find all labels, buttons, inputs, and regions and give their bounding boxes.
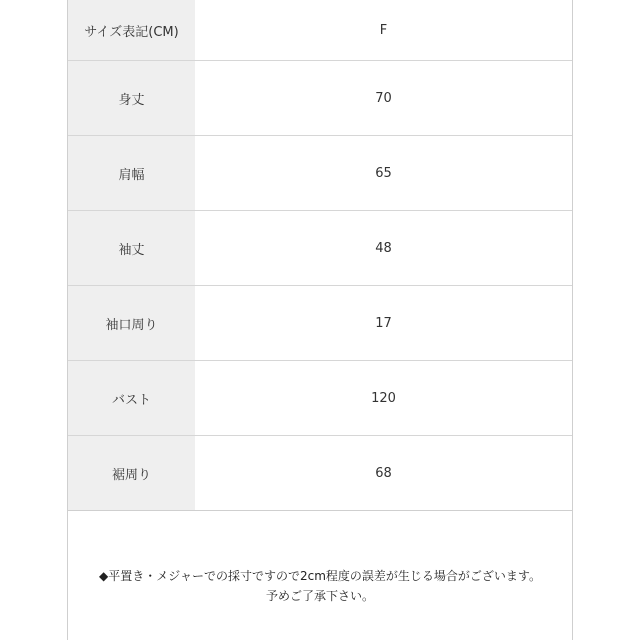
row-label-cuff: 袖口周り: [68, 286, 195, 361]
row-label-bust: バスト: [68, 361, 195, 436]
row-value-length: 70: [195, 61, 572, 136]
note-line-2: 予めご了承下さい。: [265, 589, 374, 603]
row-value-sleeve: 48: [195, 211, 572, 286]
table-header-row: [68, 0, 572, 61]
table-row: [68, 136, 572, 211]
table-row: [68, 211, 572, 286]
row-value-shoulder: 65: [195, 136, 572, 211]
size-f-header: F: [195, 0, 572, 61]
row-value-bust: 120: [195, 361, 572, 436]
table-row: [68, 286, 572, 361]
note-line-1: ◆平置き・メジャーでの採寸ですので2cm程度の誤差が生じる場合がございます。: [99, 569, 541, 583]
size-chart-panel: [67, 0, 573, 640]
measurement-note: [68, 566, 572, 606]
row-value-hem: 68: [195, 436, 572, 511]
size-table: [68, 0, 572, 511]
size-notation-header: サイズ表記(CM): [68, 0, 195, 61]
row-label-hem: 裾周り: [68, 436, 195, 511]
table-row: [68, 361, 572, 436]
table-row: [68, 436, 572, 511]
row-label-sleeve: 袖丈: [68, 211, 195, 286]
row-label-shoulder: 肩幅: [68, 136, 195, 211]
row-label-length: 身丈: [68, 61, 195, 136]
table-row: [68, 61, 572, 136]
row-value-cuff: 17: [195, 286, 572, 361]
